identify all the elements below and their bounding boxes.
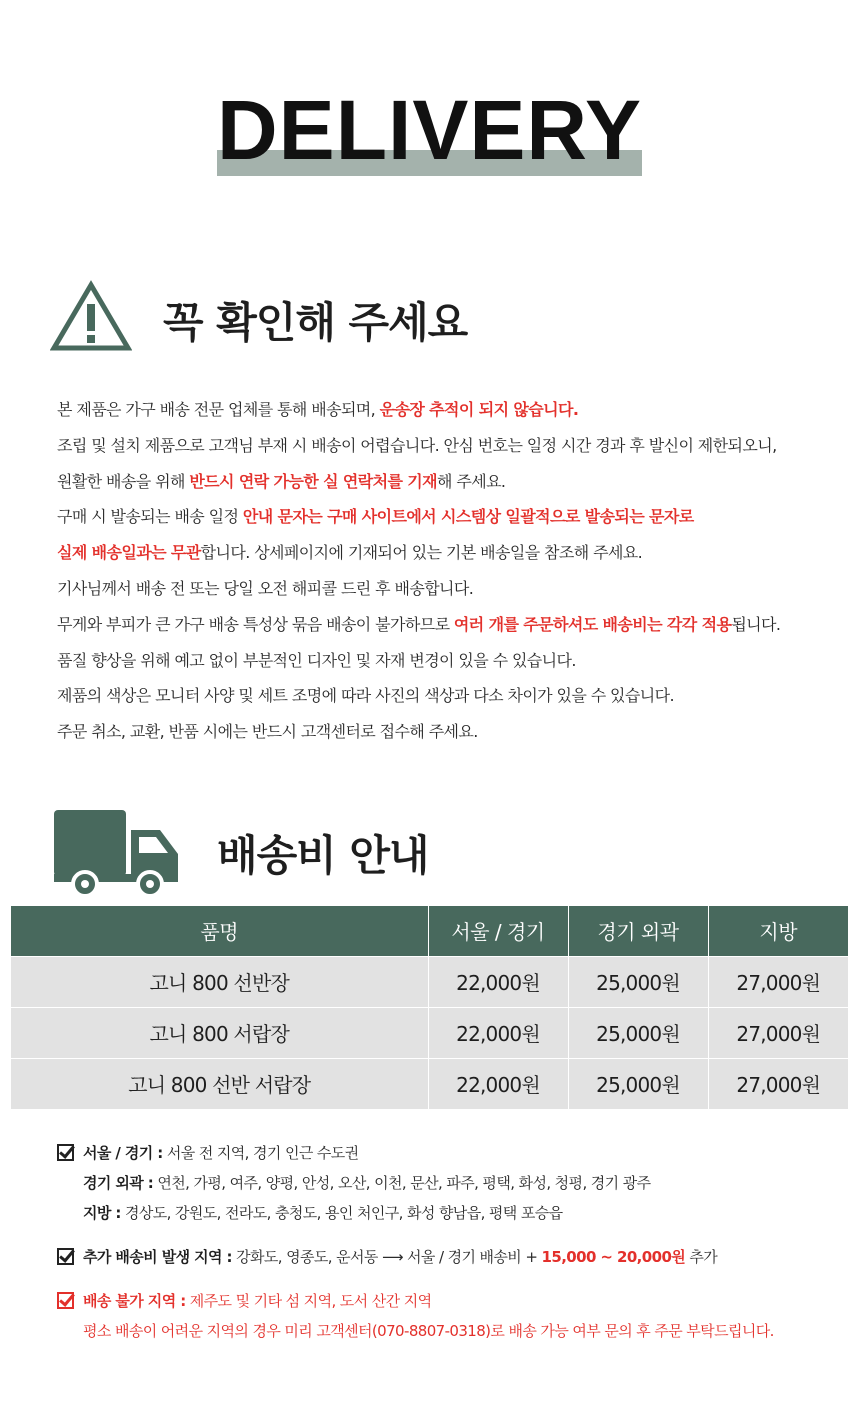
delivery-truck-icon	[52, 808, 180, 898]
section-title-shipping-fee: 배송비 안내	[217, 831, 429, 880]
notice-line: 무게와 부피가 큰 가구 배송 특성상 묶음 배송이 불가하므로 여러 개를 주문하셔도 배송비는 각각 적용됩니다.	[57, 614, 781, 634]
note-seoul: 서울 / 경기 : 서울 전 지역, 경기 인근 수도권	[57, 1138, 847, 1168]
price-cell: 27,000원	[708, 956, 848, 1007]
arrow-right-icon: ⟶	[381, 1248, 403, 1266]
product-name-cell: 고니 800 선반장	[11, 956, 428, 1007]
table-header-row	[11, 906, 848, 956]
shipping-fee-table	[11, 906, 848, 1109]
notice-line: 실제 배송일과는 무관합니다. 상세페이지에 기재되어 있는 기본 배송일을 참조해 주세요.	[57, 543, 643, 563]
product-name-cell: 고니 800 서랍장	[11, 1007, 428, 1058]
price-cell: 25,000원	[568, 956, 708, 1007]
shipping-notes	[57, 1138, 847, 1346]
notice-line: 품질 향상을 위해 예고 없이 부분적인 디자인 및 자재 변경이 있을 수 있습니다.	[57, 650, 576, 670]
price-cell: 22,000원	[428, 1058, 568, 1109]
note-local: 지방 : 경상도, 강원도, 전라도, 충청도, 용인 처인구, 화성 향남읍, 평택 포승읍	[83, 1204, 563, 1222]
price-cell: 25,000원	[568, 1007, 708, 1058]
notice-line: 주문 취소, 교환, 반품 시에는 반드시 고객센터로 접수해 주세요.	[57, 722, 478, 742]
notice-line: 제품의 색상은 모니터 사양 및 세트 조명에 따라 사진의 색상과 다소 차이가 있을 수 있습니다.	[57, 686, 674, 706]
table-row	[11, 1007, 848, 1058]
price-cell: 25,000원	[568, 1058, 708, 1109]
header-product: 품명	[11, 906, 428, 956]
delivery-title-block	[217, 83, 642, 177]
notice-list	[57, 392, 847, 750]
checkbox-checked-icon	[57, 1292, 74, 1309]
notice-line: 본 제품은 가구 배송 전문 업체를 통해 배송되며, 운송장 추적이 되지 않습니다.	[57, 400, 579, 419]
section-title-check: 꼭 확인해 주세요	[163, 298, 468, 347]
note-no-delivery: 배송 불가 지역 : 제주도 및 기타 섬 지역, 도서 산간 지역	[57, 1286, 847, 1316]
price-cell: 22,000원	[428, 1007, 568, 1058]
price-cell: 27,000원	[708, 1007, 848, 1058]
page-title: DELIVERY	[217, 83, 642, 177]
header-seoul-gyeonggi: 서울 / 경기	[428, 906, 568, 956]
checkbox-checked-icon	[57, 1248, 74, 1265]
price-cell: 27,000원	[708, 1058, 848, 1109]
notice-line: 기사님께서 배송 전 또는 당일 오전 해피콜 드린 후 배송합니다.	[57, 578, 474, 598]
notice-line: 조립 및 설치 제품으로 고객님 부재 시 배송이 어렵습니다. 안심 번호는 일정 시간 경과 후 발신이 제한되오니,	[57, 435, 777, 455]
checkbox-checked-icon	[57, 1144, 74, 1161]
notice-line: 구매 시 발송되는 배송 일정 안내 문자는 구매 사이트에서 시스템상 일괄적으로 발송되는 문자로	[57, 507, 694, 527]
product-name-cell: 고니 800 선반 서랍장	[11, 1058, 428, 1109]
note-no-delivery-detail: 평소 배송이 어려운 지역의 경우 미리 고객센터(070-8807-0318)로 배송 가능 여부 문의 후 주문 부탁드립니다.	[83, 1322, 774, 1340]
note-outer: 경기 외곽 : 연천, 가평, 여주, 양평, 안성, 오산, 이천, 문산, 파주, 평택, 화성, 청평, 경기 광주	[83, 1174, 651, 1192]
price-cell: 22,000원	[428, 956, 568, 1007]
header-gyeonggi-outer: 경기 외곽	[568, 906, 708, 956]
notice-line: 원활한 배송을 위해 반드시 연락 가능한 실 연락처를 기재해 주세요.	[57, 471, 506, 491]
table-row	[11, 956, 848, 1007]
warning-triangle-icon	[50, 280, 132, 352]
table-row	[11, 1058, 848, 1109]
note-extra-fee: 추가 배송비 발생 지역 : 강화도, 영종도, 운서동 ⟶ 서울 / 경기 배송비 + 15,000 ~ 20,000원 추가	[57, 1242, 847, 1272]
header-local: 지방	[708, 906, 848, 956]
